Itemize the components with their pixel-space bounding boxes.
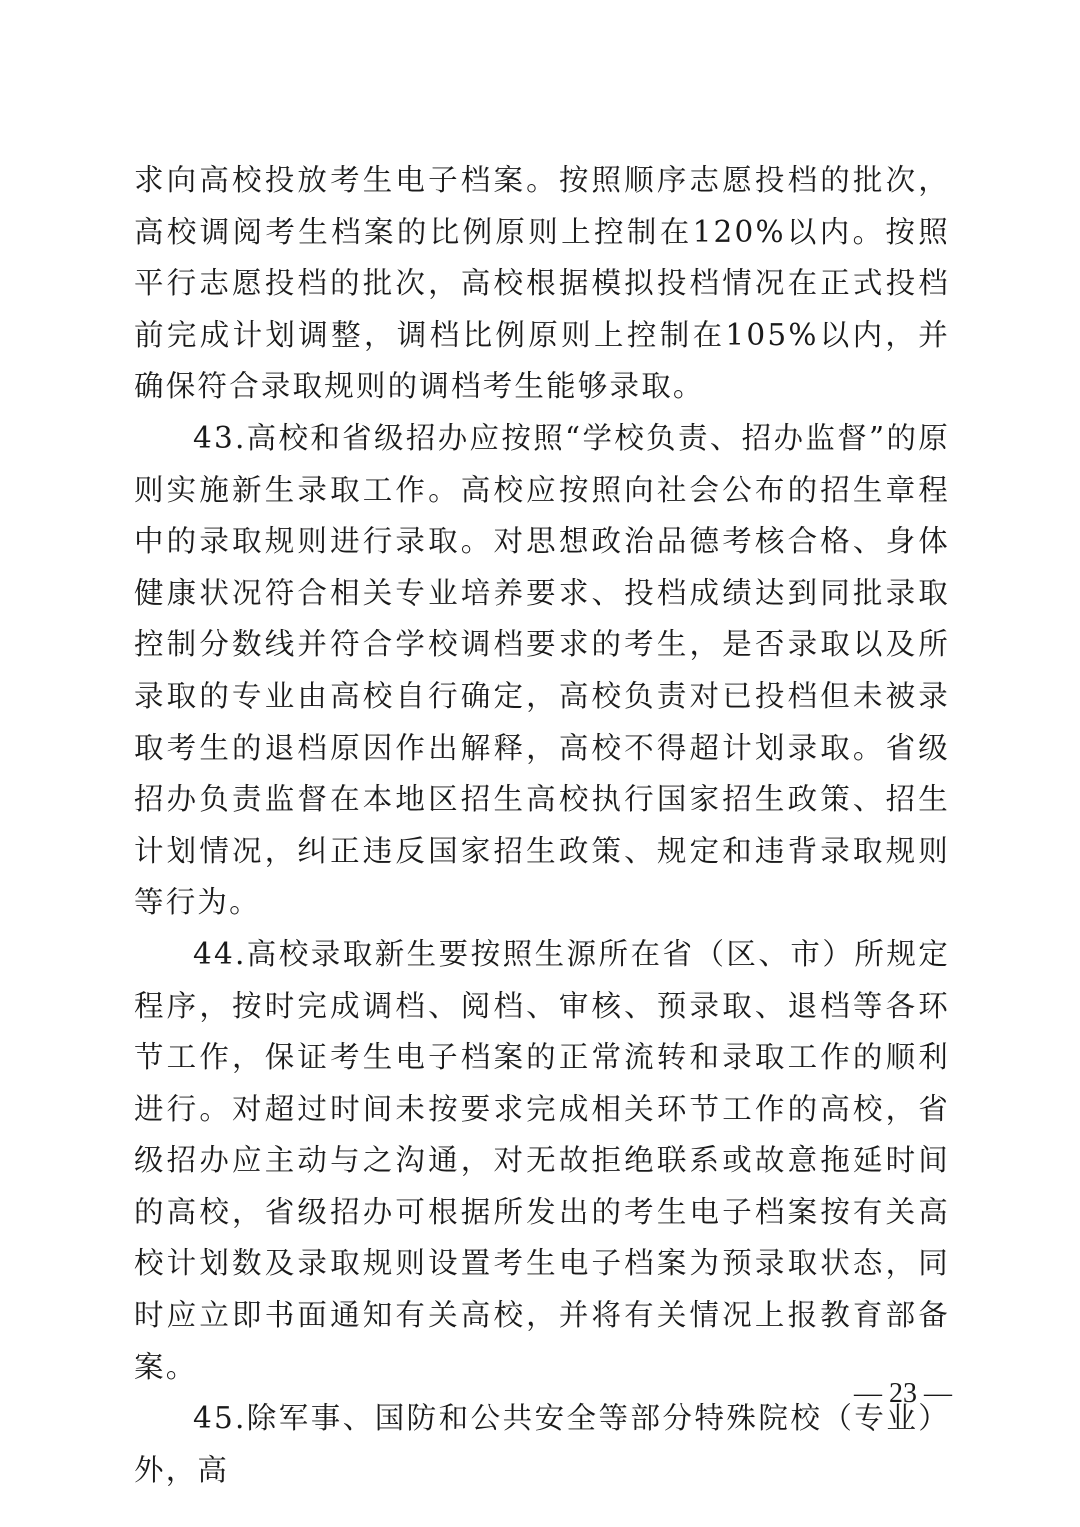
page-number: — 23 — — [854, 1378, 952, 1409]
paragraph-continued: 求向高校投放考生电子档案。按照顺序志愿投档的批次，高校调阅考生档案的比例原则上控制在120%以内。按照平行志愿投档的批次，高校根据模拟投档情况在正式投档前完成计划调整，调档比例原则上控制在105%以内，并确保符合录取规则的调档考生能够录取。 — [134, 163, 950, 404]
document-body — [134, 155, 950, 1496]
paragraph-45: 45.除军事、国防和公共安全等部分特殊院校（专业）外，高 — [134, 1401, 950, 1487]
paragraph-43: 43.高校和省级招办应按照“学校负责、招办监督”的原则实施新生录取工作。高校应按照向社会公布的招生章程中的录取规则进行录取。对思想政治品德考核合格、身体健康状况符合相关专业培养要求、投档成绩达到同批录取控制分数线并符合学校调档要求的考生，是否录取以及所录取的专业由高校自行确定，高校负责对已投档但未被录取考生的退档原因作出解释，高校不得超计划录取。省级招办负责监督在本地区招生高校执行国家招生政策、招生计划情况，纠正违反国家招生政策、规定和违背录取规则等行为。 — [134, 420, 950, 920]
paragraph-44: 44.高校录取新生要按照生源所在省（区、市）所规定程序，按时完成调档、阅档、审核、预录取、退档等各环节工作，保证考生电子档案的正常流转和录取工作的顺利进行。对超过时间未按要求完成相关环节工作的高校，省级招办应主动与之沟通，对无故拒绝联系或故意拖延时间的高校，省级招办可根据所发出的考生电子档案按有关高校计划数及录取规则设置考生电子档案为预录取状态，同时应立即书面通知有关高校，并将有关情况上报教育部备案。 — [134, 936, 950, 1384]
